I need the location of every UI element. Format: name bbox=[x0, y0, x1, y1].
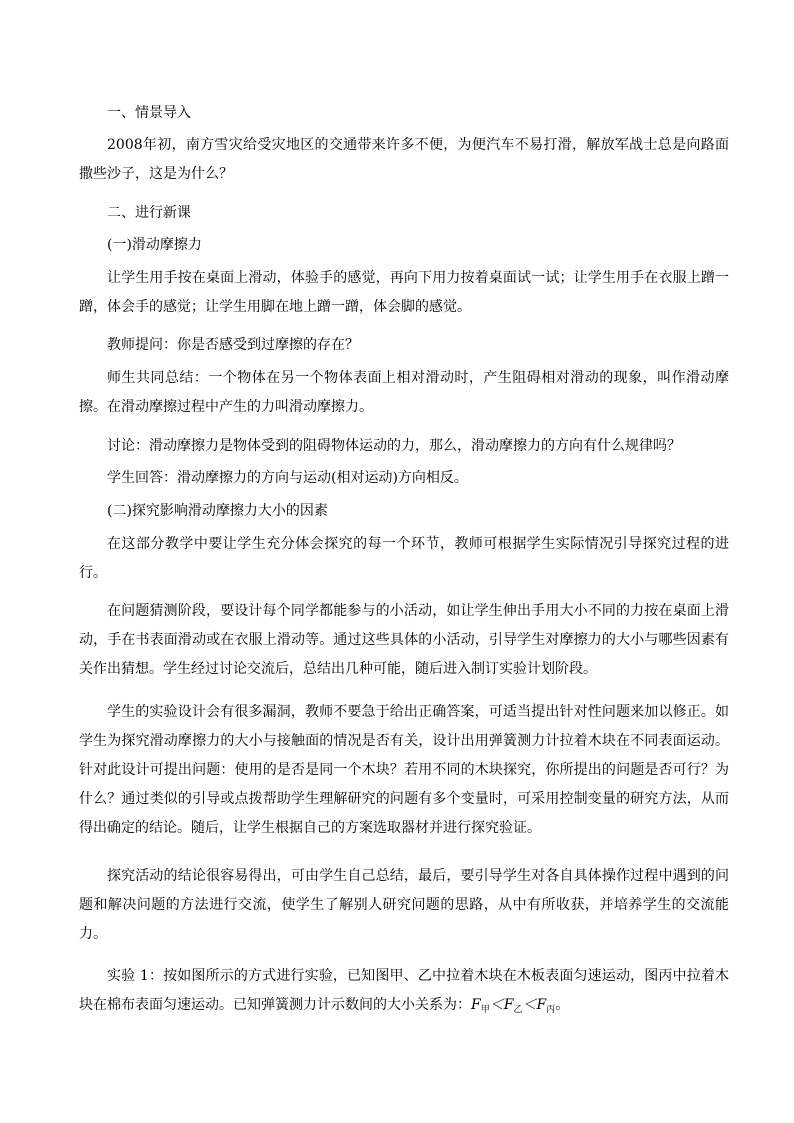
paragraph-guessing-stage: 在问题猜测阶段，要设计每个同学都能参与的小活动，如让学生伸出手用大小不同的力按在桌面上滑动，手在书表面滑动或在衣服上滑动等。通过这些具体的小活动，引导学生对摩擦力的大小与哪些因素有关作出猜想。学生经过讨论交流后，总结出几种可能，随后进入制订实验计划阶段。 bbox=[79, 603, 729, 677]
paragraph-summary: 师生共同总结：一个物体在另一个物体表面上相对滑动时，产生阻碍相对滑动的现象，叫作滑动摩擦。在滑动摩擦过程中产生的力叫滑动摩擦力。 bbox=[79, 370, 729, 415]
paragraph-intro: 2008年初，南方雪灾给受灾地区的交通带来许多不便，为便汽车不易打滑，解放军战士总是向路面撒些沙子，这是为什么？ bbox=[79, 137, 729, 182]
subsection-heading-2: (二)探究影响滑动摩擦力大小的因素 bbox=[107, 503, 328, 519]
paragraph-student-answer: 学生回答：滑动摩擦力的方向与运动(相对运动)方向相反。 bbox=[107, 470, 468, 486]
force-relation: $F_甲<F_乙<F_丙$ bbox=[471, 997, 556, 1015]
paragraph-conclusion: 探究活动的结论很容易得出，可由学生自己总结，最后，要引导学生对各自具体操作过程中遇到的问题和解决问题的方法进行交流，使学生了解别人研究问题的思路，从中有所收获，并培养学生的交流能力。 bbox=[79, 868, 729, 942]
experiment-1-text: 实验 1：按如图所示的方式进行实验，已知图甲、乙中拉着木块在木板表面匀速运动，图丙中拉着木块在棉布表面匀速运动。已知弹簧测力计示数间的大小关系为： bbox=[79, 968, 729, 1013]
section-heading-2: 二、进行新课 bbox=[107, 205, 191, 221]
subsection-heading-1: (一)滑动摩擦力 bbox=[107, 237, 202, 253]
paragraph-experiment-1: 实验 1：按如图所示的方式进行实验，已知图甲、乙中拉着木块在木板表面匀速运动，图丙中拉着木块在棉布表面匀速运动。已知弹簧测力计示数间的大小关系为：$F_甲<F_乙<F_丙$。 bbox=[79, 968, 729, 1015]
paragraph-teacher-question: 教师提问：你是否感受到过摩擦的存在？ bbox=[107, 337, 359, 353]
paragraph-experiment-design: 学生的实验设计会有很多漏洞，教师不要急于给出正确答案，可适当提出针对性问题来加以修正。如学生为探究滑动摩擦力的大小与接触面的情况是否有关，设计出用弹簧测力计拉着木块在不同表面运动。针对此设计可提出问题：使用的是否是同一个木块？若用不同的木块探究，你所提出的问题是否可行？为什么？通过类似的引导或点拨帮助学生理解研究的问题有多个变量时，可采用控制变量的研究方法，从而得出确定的结论。随后，让学生根据自己的方案选取器材并进行探究验证。 bbox=[79, 704, 729, 836]
paragraph-discussion: 讨论：滑动摩擦力是物体受到的阻碍物体运动的力，那么，滑动摩擦力的方向有什么规律吗？ bbox=[107, 438, 681, 454]
section-heading-1: 一、情景导入 bbox=[107, 105, 191, 121]
paragraph-teaching-note: 在这部分教学中要让学生充分体会探究的每一个环节，教师可根据学生实际情况引导探究过程的进行。 bbox=[79, 536, 729, 581]
paragraph-activity: 让学生用手按在桌面上滑动，体验手的感觉，再向下用力按着桌面试一试；让学生用手在衣服上蹭一蹭，体会手的感觉；让学生用脚在地上蹭一蹭，体会脚的感觉。 bbox=[79, 270, 729, 315]
